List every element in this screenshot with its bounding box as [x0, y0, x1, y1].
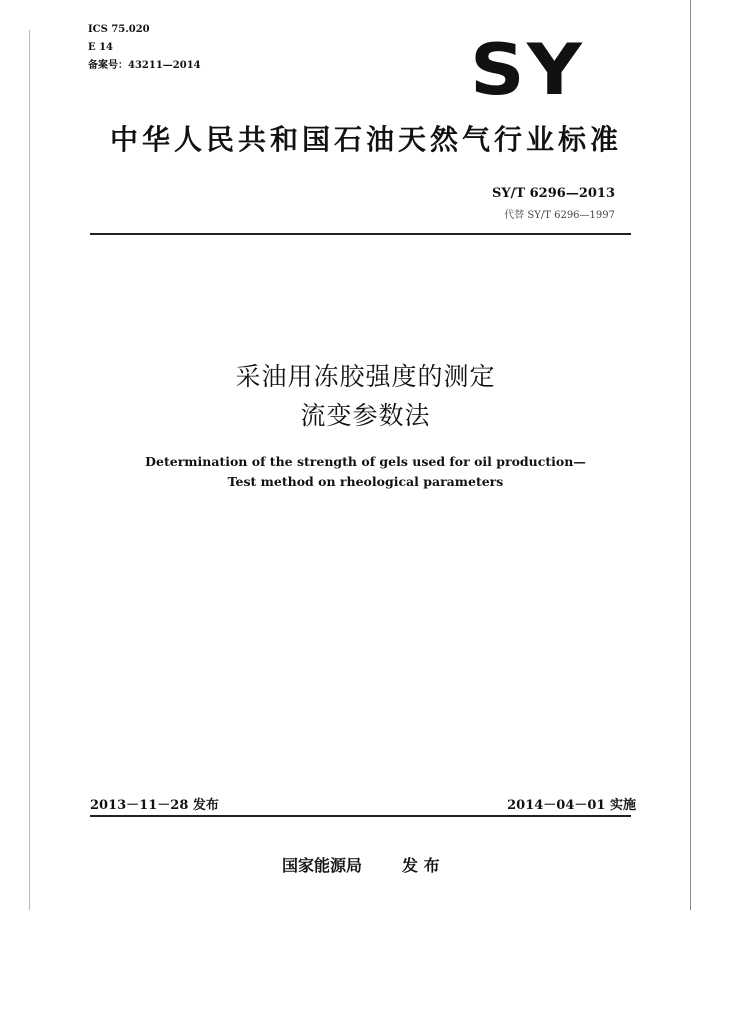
record-number: 备案号：43211—2014	[88, 60, 201, 71]
document-title-cn-line1: 采油用冻胶强度的测定	[235, 362, 496, 391]
document-title-cn-line2: 流变参数法	[300, 401, 431, 430]
ics-code: ICS 75.020	[88, 24, 150, 35]
implementation-date: 2014－04－01 实施	[507, 798, 636, 813]
standard-category-title: 中华人民共和国石油天然气行业标准	[110, 123, 623, 156]
sy-logo	[468, 36, 586, 100]
issue-label: 发 布	[402, 856, 440, 875]
top-divider	[90, 233, 631, 235]
document-title-en-line1: Determination of the strength of gels used for oil production—	[145, 454, 586, 469]
document-title-en-line2: Test method on rheological parameters	[227, 474, 504, 489]
issue-date: 2013－11－28 发布	[90, 798, 219, 813]
standard-number: SY/T 6296—2013	[492, 186, 615, 201]
classification-code: E 14	[88, 42, 114, 53]
replaced-standard: 代替 SY/T 6296—1997	[504, 210, 615, 221]
page-edge-left	[29, 30, 30, 910]
bottom-divider	[90, 815, 631, 817]
sy-logo-text: SY	[470, 36, 584, 100]
issuing-authority: 国家能源局	[282, 856, 363, 875]
